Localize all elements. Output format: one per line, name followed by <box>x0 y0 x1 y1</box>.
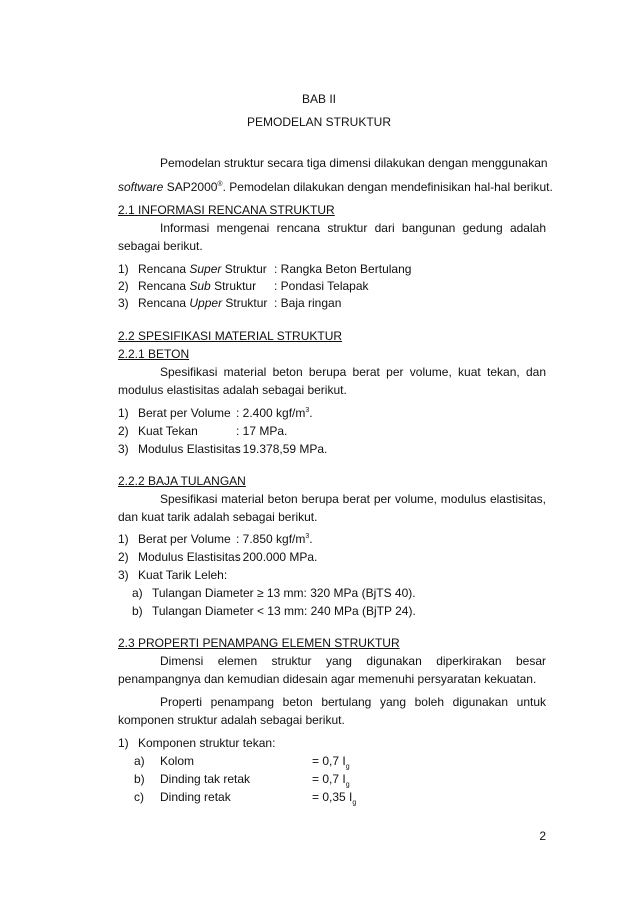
section-2-3-heading: 2.3 PROPERTI PENAMPANG ELEMEN STRUKTUR <box>118 636 400 650</box>
chapter-label: BAB II <box>301 92 336 106</box>
baja-paragraph-line-1: Spesifikasi material beton berupa berat per volume, modulus elastisitas, <box>160 492 546 506</box>
document-page: BAB II PEMODELAN STRUKTUR Pemodelan struktur secara tiga dimensi dilakukan dengan menggunakan software SAP2000®. Pemodelan dilakukan dengan mendefinisikan hal-hal berikut. 2.1 INFORMASI RENCANA STRUKTUR Informasi mengenai rencana struktur dari bangunan gedung adalah sebagai berikut. 1) Rencana Super Struktur : Rangka Beton Bertulang 2) Rencana Sub Struktur : Pondasi Telapak 3) Rencana Upper Struktur : Baja ringan 2.2 SPESIFIKASI MATERIAL STRUKTUR 2.2.1 BETON Spesifikasi material beton berupa berat per volume, kuat tekan, dan modulus elastisitas adalah sebagai berikut. 1) Berat per Volume : 2.400 kgf/$m^3$. 2) Kuat Tekan : 17 MPa. 3) Modulus Elastisitas : 19.378,59 MPa. 2.2.2 BAJA TULANGAN Spesifikasi material beton berupa berat per volume, modulus elastisitas, dan kuat tarik adalah sebagai berikut. 1) Berat per Volume : 7.850 kgf/$m^3$. 2) Modulus Elastisitas : 200.000 MPa. 3) Kuat Tarik Leleh: a) Tulangan Diameter ≥ 13 mm: 320 MPa (BjTS 40). b) Tulangan Diameter < 13 mm: 240 MPa (BjTP 24). 2.3 PROPERTI PENAMPANG ELEMEN STRUKTUR Dimensi elemen struktur yang digunakan diperkirakan besar penampangnya dan kemudian didesain agar memenuhi persyaratan kekuatan. Properti penampang beton bertulang yang boleh digunakan untuk komponen struktur adalah sebagai berikut. 1) Komponen struktur tekan: a) Kolom = 0,7 $I_g$ b) Dinding tak retak = 0,7 $I_g$ c) Dinding retak = 0,35 $I_g$ 2 <box>0 0 638 902</box>
intro-line-2 <box>118 180 553 194</box>
sap-name: SAP2000 <box>166 180 218 194</box>
s23-p1-line-2: penampangnya dan kemudian didesain agar memenuhi persyaratan kekuatan. <box>118 672 537 686</box>
section-2-2-1-heading: 2.2.1 BETON <box>118 347 190 361</box>
intro-line-1: Pemodelan struktur secara tiga dimensi dilakukan dengan menggunakan <box>160 156 548 170</box>
s21-paragraph-line-1: Informasi mengenai rencana struktur dari bangunan gedung adalah <box>160 221 546 235</box>
intro-line-2-rest: . Pemodelan dilakukan dengan mendefinisikan hal-hal berikut. <box>222 180 553 194</box>
list-item-value: : Rangka Beton Bertulang <box>274 262 412 276</box>
list-item-value: : Pondasi Telapak <box>274 279 369 293</box>
section-2-1-heading: 2.1 INFORMASI RENCANA STRUKTUR <box>118 203 335 217</box>
s21-paragraph-line-2: sebagai berikut. <box>118 239 203 253</box>
list-item-value: : Baja ringan <box>274 296 342 310</box>
section-2-2-heading: 2.2 SPESIFIKASI MATERIAL STRUKTUR <box>118 329 343 343</box>
registered-mark: ® <box>217 181 223 188</box>
s23-p2-line-1: Properti penampang beton bertulang yang boleh digunakan untuk <box>160 695 546 709</box>
baja-paragraph-line-2: dan kuat tarik adalah sebagai berikut. <box>118 510 318 524</box>
software-word: software <box>118 180 164 194</box>
page-number: 2 <box>539 829 546 843</box>
section-2-2-2-heading: 2.2.2 BAJA TULANGAN <box>118 474 246 488</box>
beton-paragraph-line-2: modulus elastisitas adalah sebagai berikut. <box>118 383 347 397</box>
s23-p1-line-1: Dimensi elemen struktur yang digunakan diperkirakan besar <box>160 654 546 668</box>
beton-paragraph-line-1: Spesifikasi material beton berupa berat per volume, kuat tekan, dan <box>160 365 546 379</box>
s23-p2-line-2: komponen struktur adalah sebagai berikut. <box>118 713 345 727</box>
chapter-title: PEMODELAN STRUKTUR <box>246 115 392 129</box>
